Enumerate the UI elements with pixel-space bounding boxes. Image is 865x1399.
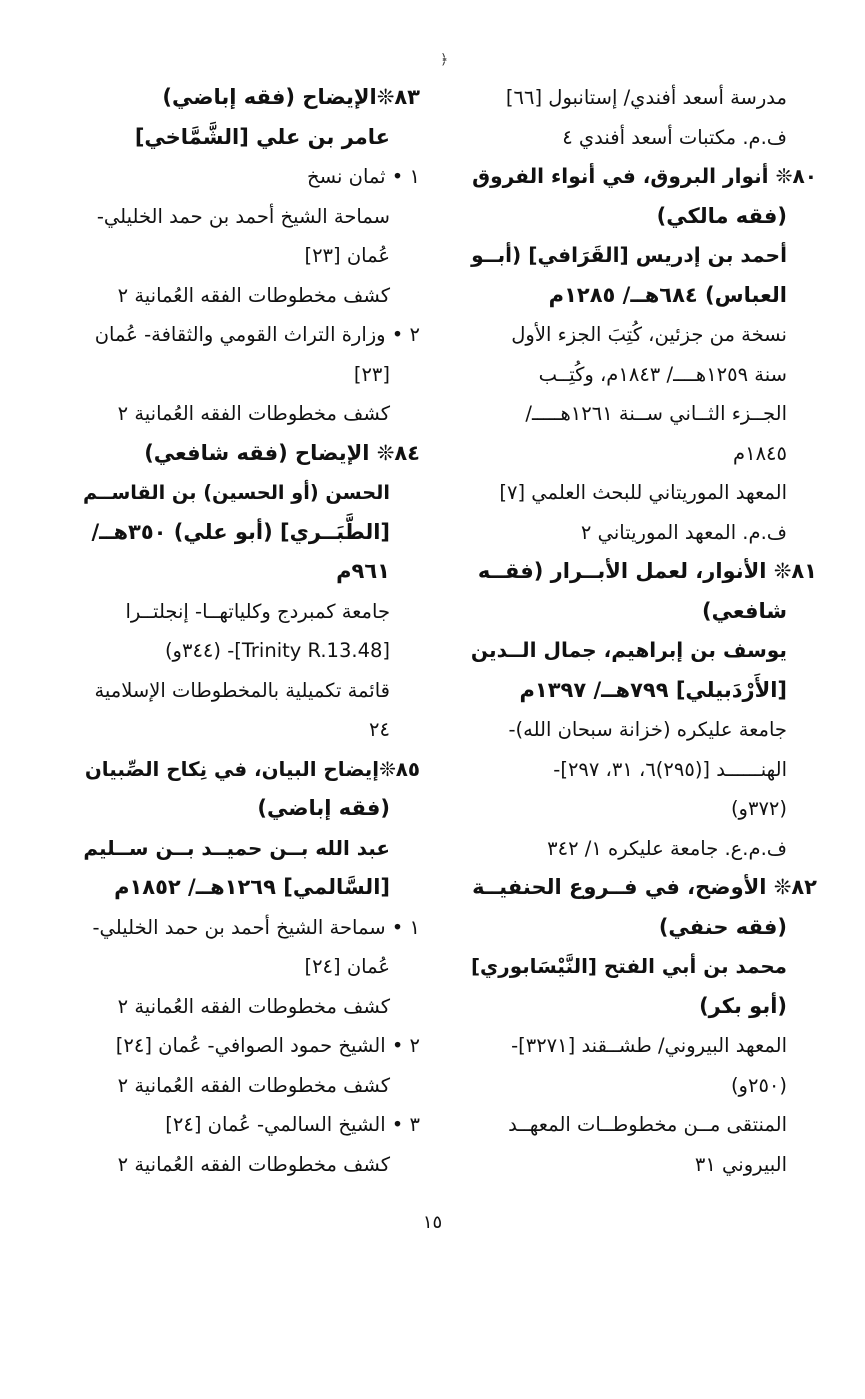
- entry-text-line: كشف مخطوطات الفقه العُمانية ٢: [117, 283, 390, 307]
- entry-text-line: المعهد البيروني/ طشــقند [٣٢٧١]-: [511, 1034, 787, 1057]
- entry-heading-line: (فقه إباضي): [257, 796, 390, 820]
- right-column: [465, 78, 817, 1184]
- entry-heading-line: محمد بن أبي الفتح [النَّيْسَابوري]: [470, 955, 787, 978]
- entry-text-line: سماحة الشيخ أحمد بن حمد الخليلي-: [96, 204, 390, 228]
- entry-heading-line: عبد الله بــن حميــد بــن ســليم: [83, 836, 390, 860]
- entry-text-line: ١ • سماحة الشيخ أحمد بن حمد الخليلي-: [92, 915, 420, 939]
- entry-heading-line: ٨١❊ الأنوار، لعمل الأبــرار (فقــه: [477, 559, 817, 583]
- entry-text-line: كشف مخطوطات الفقه العُمانية ٢: [117, 402, 390, 425]
- entry-text-line: المنتقى مــن مخطوطــات المعهــد: [508, 1113, 787, 1136]
- entry-text-line: [٢٣]: [353, 362, 390, 386]
- entry-heading-line: الحسن (أو الحسين) بن القاســم: [83, 481, 390, 504]
- entry-text-line: ف.م. المعهد الموريتاني ٢: [580, 520, 787, 544]
- entry-heading-line: ٨٣❊الإيضاح (فقه إباضي): [162, 85, 420, 109]
- entry-heading-line: شافعي): [702, 598, 787, 623]
- entry-text-line: كشف مخطوطات الفقه العُمانية ٢: [117, 1073, 390, 1097]
- entry-heading-line: (أبو بكر): [699, 993, 787, 1018]
- entry-heading-line: [الطَّبَــري] (أبو علي) ٣٥٠هــ/: [91, 519, 390, 544]
- entry-heading-line: يوسف بن إبراهيم، جمال الــدين: [470, 638, 787, 662]
- entry-text-line: جامعة عليكره (خزانة سبحان الله)-: [508, 718, 787, 741]
- entry-text-line: المعهد الموريتاني للبحث العلمي [٧]: [499, 481, 787, 504]
- entry-text-line: [Trinity R.13.48]- (٣٤٤و): [164, 639, 390, 662]
- entry-heading-line: [الأَرْدَبيلي] ٧٩٩هــ/ ١٣٩٧م: [519, 677, 787, 702]
- entry-text-line: ف.م.ع. جامعة عليكره ١/ ٣٤٢: [547, 836, 787, 860]
- entry-text-line: البيروني ٣١: [694, 1152, 787, 1176]
- entry-heading-line: ٨٥❊إيضاح البيان، في نِكاح الصِّبيان: [84, 757, 420, 781]
- entry-text-line: (٣٧٢و): [730, 797, 787, 820]
- entry-text-line: ٢ • الشيخ حمود الصوافي- عُمان [٢٤]: [115, 1034, 420, 1057]
- entry-text-line: الجــزء الثــاني ســنة ١٢٦١هـــــ/: [525, 402, 787, 425]
- entry-text-line: كشف مخطوطات الفقه العُمانية ٢: [117, 1152, 390, 1176]
- entry-text-line: ٣ • الشيخ السالمي- عُمان [٢٤]: [165, 1113, 420, 1136]
- entry-heading-line: ٨٢❊ الأوضح، في فــروع الحنفيــة: [472, 875, 817, 899]
- entry-heading-line: ٨٠❊ أنوار البروق، في أنواء الفروق: [472, 164, 817, 188]
- page-number: ١٥: [422, 1212, 443, 1233]
- entry-heading-line: ٩٦١م: [336, 559, 390, 583]
- top-mark: ﴿: [440, 52, 449, 68]
- entry-heading-line: (فقه مالكي): [656, 203, 787, 228]
- entry-heading-line: ٨٤❊ الإيضاح (فقه شافعي): [144, 440, 420, 465]
- entry-text-line: ٢٤: [369, 718, 390, 741]
- entry-heading-line: (فقه حنفي): [658, 914, 787, 939]
- entry-text-line: ١٨٤٥م: [733, 441, 787, 465]
- entry-text-line: قائمة تكميلية بالمخطوطات الإسلامية: [94, 678, 390, 702]
- entry-heading-line: [السَّالمي] ١٢٦٩هــ/ ١٨٥٢م: [114, 875, 390, 899]
- entry-text-line: ف.م. مكتبات أسعد أفندي ٤: [562, 125, 787, 149]
- entry-text-line: الهنــــــد [(٢٩٥)٦، ٣١، ٢٩٧]-: [553, 757, 787, 781]
- entry-text-line: مدرسة أسعد أفندي/ إستانبول [٦٦]: [505, 86, 787, 109]
- entry-text-line: كشف مخطوطات الفقه العُمانية ٢: [117, 994, 390, 1018]
- entry-text-line: ٢ • وزارة التراث القومي والثقافة- عُمان: [94, 323, 420, 346]
- entry-heading-line: أحمد بن إدريس [القَرَافي] (أبــو: [471, 243, 787, 267]
- entry-text-line: نسخة من جزئين، كُتِبَ الجزء الأول: [511, 323, 787, 346]
- entry-text-line: عُمان [٢٤]: [304, 955, 390, 978]
- left-column: [78, 78, 420, 1184]
- entry-text-line: (٢٥٠و): [730, 1073, 787, 1097]
- entry-heading-line: عامر بن علي [الشَّمَّاخي]: [134, 124, 390, 149]
- entry-text-line: جامعة كمبردج وكلياتهــا- إنجلتــرا: [125, 599, 390, 623]
- entry-text-line: سنة ١٢٥٩هــــ/ ١٨٤٣م، وكُتِــب: [538, 362, 787, 386]
- entry-heading-line: العباس) ٦٨٤هــ/ ١٢٨٥م: [548, 282, 787, 307]
- entry-text-line: عُمان [٢٣]: [304, 244, 390, 267]
- entry-text-line: ١ • ثمان نسخ: [307, 165, 420, 188]
